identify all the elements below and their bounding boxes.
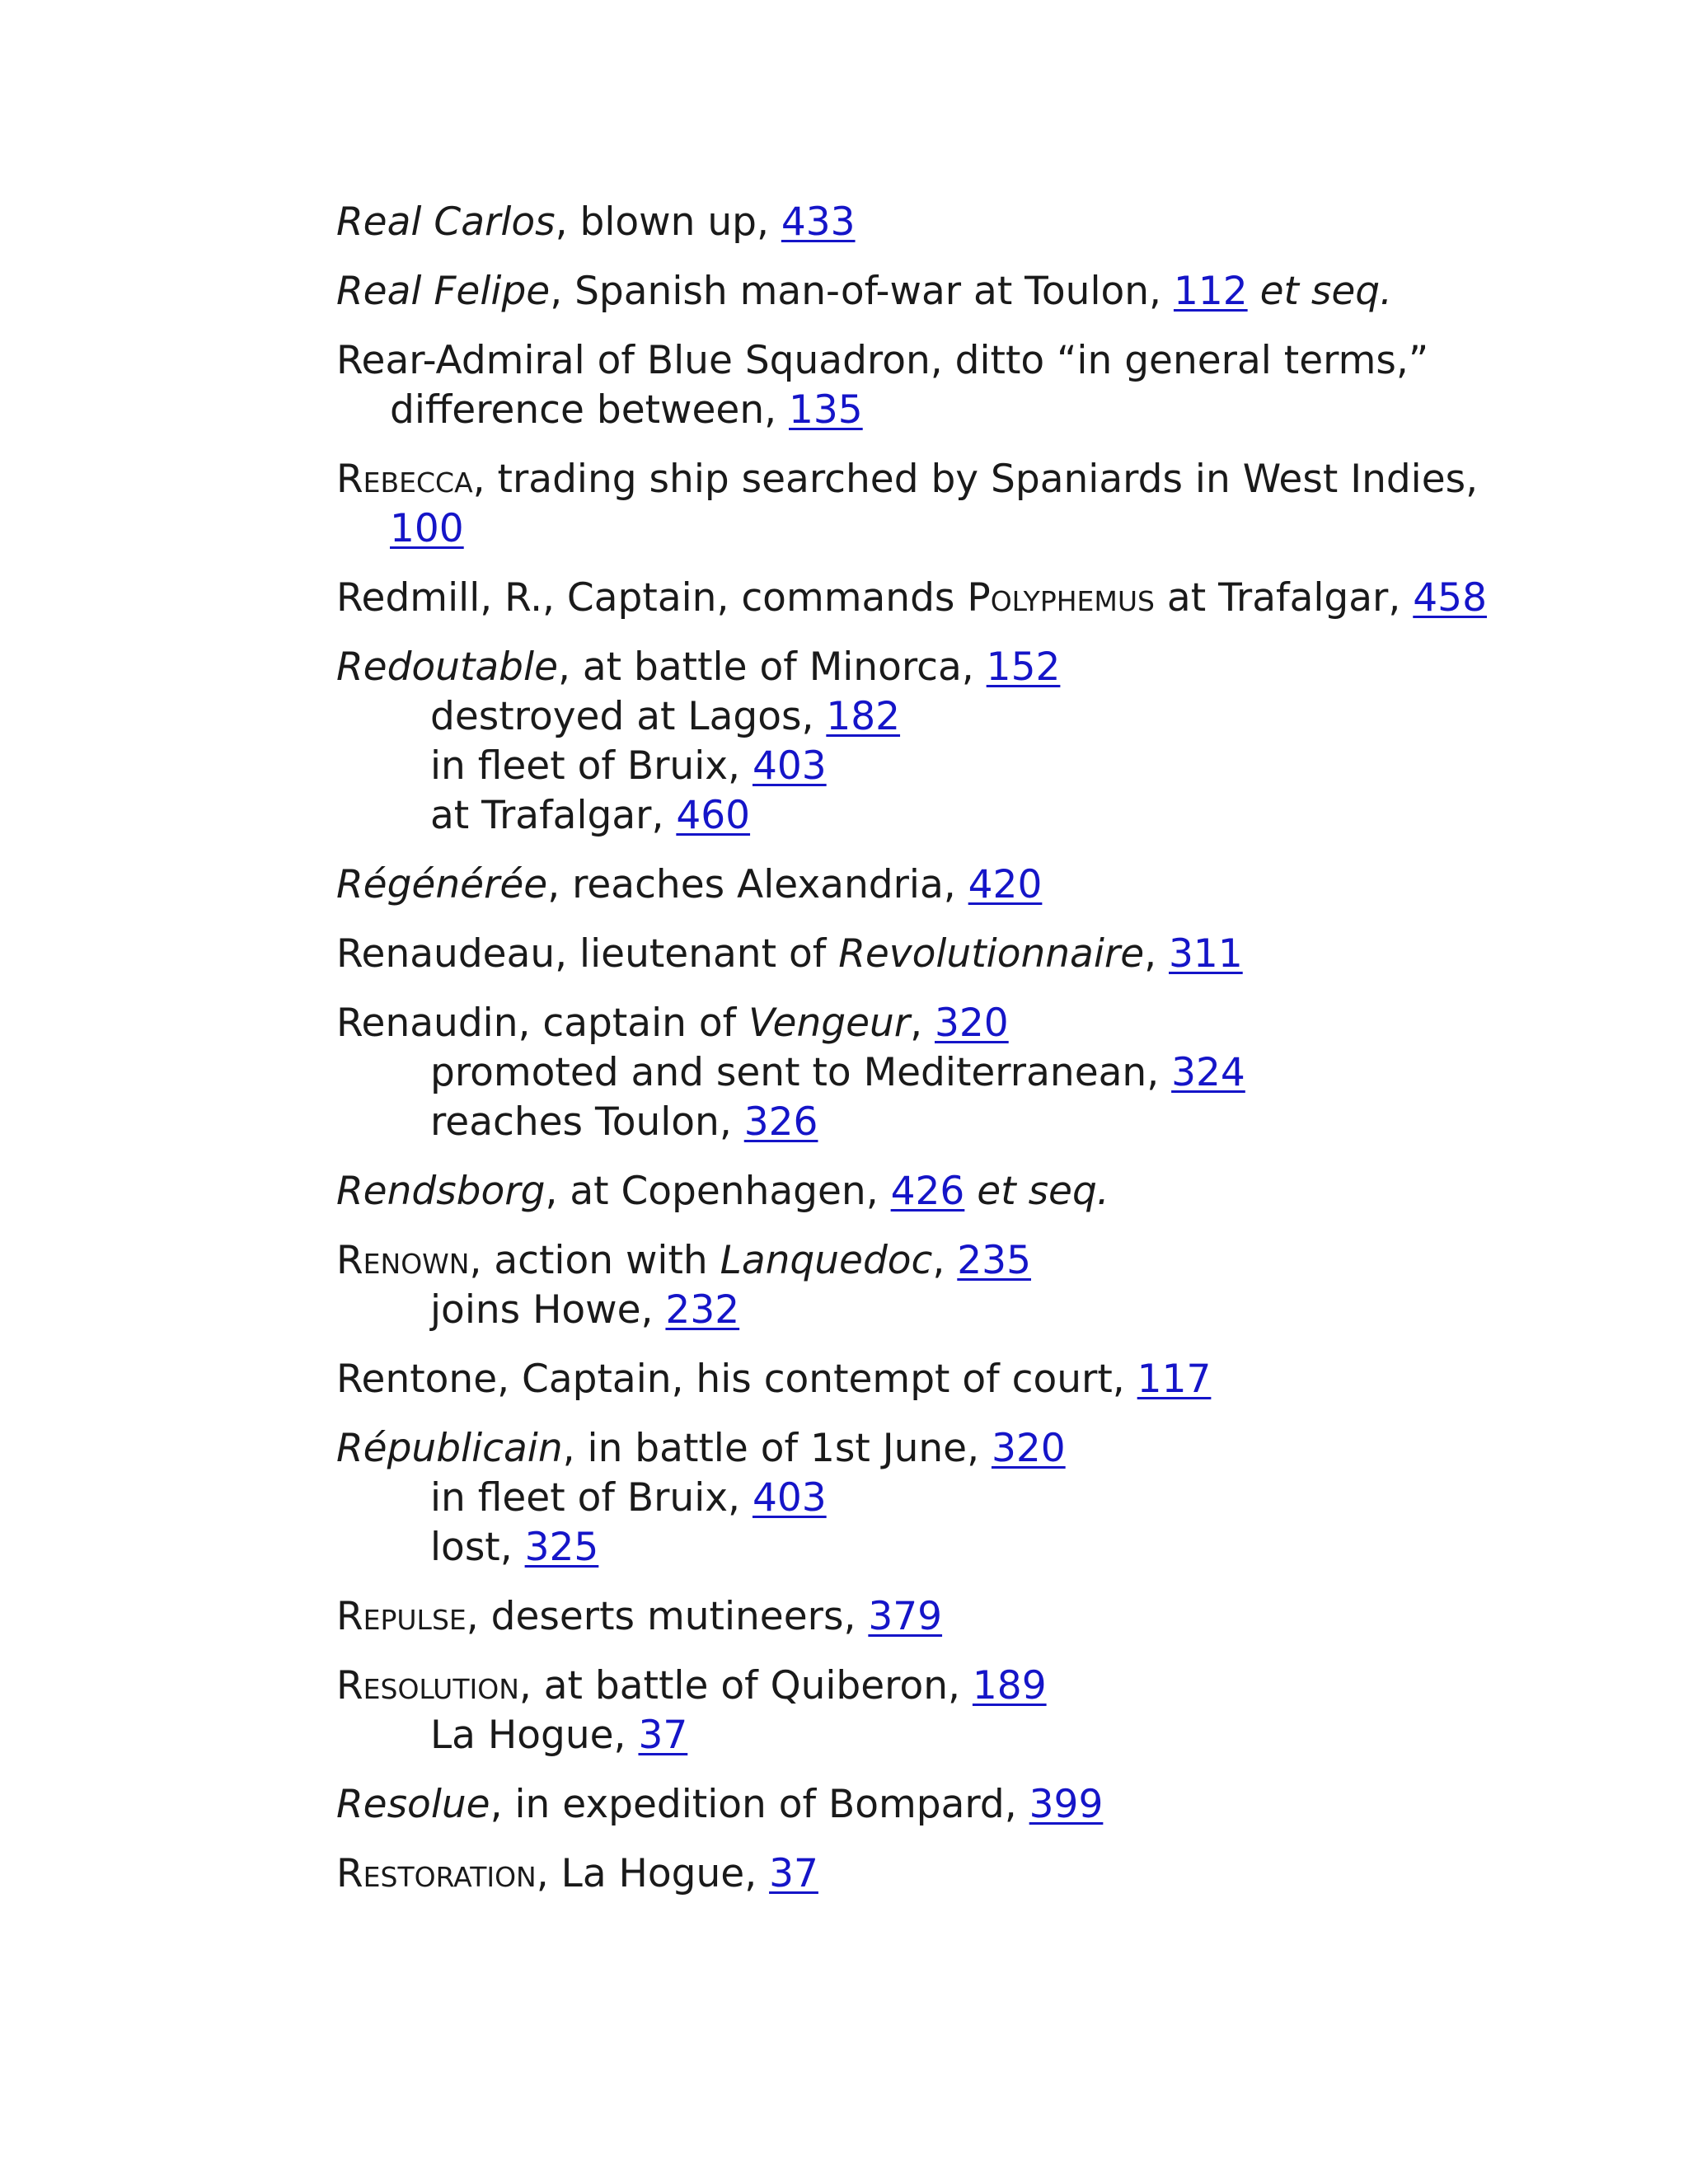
entry-text: Redmill, R., Captain, commands: [336, 575, 968, 621]
entry-text: ,: [1144, 931, 1170, 977]
index-entry-heading: [336, 198, 1490, 247]
index-entry: [336, 1167, 1490, 1216]
index-entry: [336, 1780, 1490, 1830]
index-entry: [336, 198, 1490, 247]
index-entry-heading: [336, 1424, 1490, 1474]
index-entry-heading: [336, 999, 1490, 1048]
italic-text: et seq.: [977, 1169, 1109, 1214]
entry-text: [1248, 269, 1260, 314]
entry-text: ,: [910, 1001, 935, 1046]
italic-text: et seq.: [1259, 269, 1393, 314]
italic-text: Real Carlos: [336, 199, 556, 245]
index-entry-heading: [336, 930, 1490, 979]
page-link[interactable]: 112: [1173, 269, 1248, 314]
page-link[interactable]: 326: [743, 1099, 818, 1145]
entry-text: in fleet of Bruix,: [430, 1475, 753, 1521]
entry-text: , at battle of Minorca,: [558, 644, 987, 690]
entry-text: joins Howe,: [430, 1287, 666, 1333]
ship-name-smallcaps: Repulse: [336, 1594, 467, 1639]
italic-text: Lanquedoc: [720, 1238, 933, 1283]
index-subentry: [336, 1048, 1490, 1098]
page-link[interactable]: 311: [1169, 931, 1243, 977]
page-link[interactable]: 399: [1029, 1782, 1104, 1827]
page-link[interactable]: 320: [935, 1001, 1009, 1046]
index-entry: [336, 574, 1490, 623]
index-subentry: [336, 692, 1490, 742]
entry-text: , at Copenhagen,: [545, 1169, 891, 1214]
index-entry-heading: [336, 1661, 1490, 1711]
index-entry-heading: [336, 336, 1490, 386]
index-entry-heading: [336, 1167, 1490, 1216]
page-link[interactable]: 403: [752, 743, 827, 789]
index-entry: [336, 1661, 1490, 1760]
page-link[interactable]: 426: [890, 1169, 965, 1214]
index-entry-heading: [336, 643, 1490, 692]
page-link[interactable]: 235: [957, 1238, 1031, 1283]
entry-text: La Hogue,: [430, 1713, 639, 1758]
italic-text: Rendsborg: [336, 1169, 546, 1214]
index-entry: [336, 1355, 1490, 1404]
page-link[interactable]: 37: [769, 1851, 818, 1896]
index-entry-heading: [336, 1592, 1490, 1642]
entry-text: , in expedition of Bompard,: [490, 1782, 1029, 1827]
page-link[interactable]: 460: [676, 793, 751, 838]
entry-text: , La Hogue,: [536, 1851, 770, 1896]
index-entry: [336, 930, 1490, 979]
page-link[interactable]: 420: [968, 862, 1043, 907]
index-entry: [336, 999, 1490, 1147]
index-entry: [336, 336, 1490, 435]
page-link[interactable]: 325: [524, 1525, 599, 1570]
entry-text: reaches Toulon,: [430, 1099, 744, 1145]
entry-text: in fleet of Bruix,: [430, 743, 753, 789]
page-link[interactable]: 189: [972, 1663, 1047, 1708]
entry-text: , deserts mutineers,: [466, 1594, 869, 1639]
entry-text: Rear-Admiral of Blue Squadron, ditto “in general terms,”: [336, 338, 1429, 383]
index-entry-heading: [336, 1780, 1490, 1830]
page-link[interactable]: 324: [1171, 1050, 1245, 1095]
entry-text: Rentone, Captain, his contempt of court,: [336, 1357, 1137, 1402]
page-link[interactable]: 458: [1413, 575, 1487, 621]
entry-text: , blown up,: [555, 199, 781, 245]
index-entry-continuation: [336, 504, 1490, 554]
entry-text: , trading ship searched by Spaniards in West Indies,: [472, 457, 1479, 502]
ship-name-smallcaps: Rebecca: [336, 457, 473, 502]
index-entry-heading: [336, 860, 1490, 910]
index-entry: [336, 1236, 1490, 1335]
page-link[interactable]: 100: [390, 506, 464, 551]
entry-text: promoted and sent to Mediterranean,: [430, 1050, 1172, 1095]
index-entry-continuation: [336, 386, 1490, 435]
index-entry: [336, 1849, 1490, 1899]
ship-name-smallcaps: Polyphemus: [967, 575, 1155, 621]
index-entry: [336, 643, 1490, 841]
entry-text: difference between,: [390, 387, 789, 433]
italic-text: Républicain: [336, 1426, 563, 1471]
index-subentry: [336, 1474, 1490, 1523]
entry-text: lost,: [430, 1525, 525, 1570]
index-entry: [336, 1592, 1490, 1642]
page-link[interactable]: 379: [868, 1594, 943, 1639]
index-entry-heading: [336, 267, 1490, 316]
index-entry-heading: [336, 1355, 1490, 1404]
index-entry-heading: [336, 574, 1490, 623]
entry-text: ,: [932, 1238, 958, 1283]
index-list: [336, 198, 1490, 1919]
page-link[interactable]: 182: [826, 694, 901, 739]
entry-text: [964, 1169, 977, 1214]
index-subentry: [336, 742, 1490, 791]
page-link[interactable]: 403: [752, 1475, 827, 1521]
entry-text: at Trafalgar,: [430, 793, 677, 838]
ship-name-smallcaps: Renown: [336, 1238, 470, 1283]
index-subentry: [336, 1286, 1490, 1335]
page-link[interactable]: 152: [986, 644, 1061, 690]
entry-text: at Trafalgar,: [1154, 575, 1414, 621]
italic-text: Redoutable: [336, 644, 558, 690]
page-link[interactable]: 37: [638, 1713, 688, 1758]
page-link[interactable]: 232: [665, 1287, 740, 1333]
index-subentry: [336, 1523, 1490, 1572]
page-link[interactable]: 117: [1137, 1357, 1212, 1402]
index-entry: [336, 860, 1490, 910]
entry-text: , in battle of 1st June,: [562, 1426, 992, 1471]
entry-text: destroyed at Lagos,: [430, 694, 827, 739]
page-link[interactable]: 320: [991, 1426, 1066, 1471]
index-entry-heading: [336, 455, 1490, 504]
page-link[interactable]: 433: [781, 199, 856, 245]
index-entry-heading: [336, 1236, 1490, 1286]
ship-name-smallcaps: Resolution: [336, 1663, 519, 1708]
index-entry-heading: [336, 1849, 1490, 1899]
entry-text: , reaches Alexandria,: [547, 862, 968, 907]
page-link[interactable]: 135: [789, 387, 863, 433]
entry-text: , at battle of Quiberon,: [518, 1663, 973, 1708]
index-entry: [336, 455, 1490, 554]
italic-text: Régénérée: [336, 862, 548, 907]
italic-text: Vengeur: [748, 1001, 911, 1046]
entry-text: Renaudeau, lieutenant of: [336, 931, 839, 977]
index-subentry: [336, 791, 1490, 841]
index-entry: [336, 267, 1490, 316]
italic-text: Real Felipe: [336, 269, 551, 314]
entry-text: Renaudin, captain of: [336, 1001, 749, 1046]
italic-text: Resolue: [336, 1782, 490, 1827]
entry-text: , action with: [469, 1238, 720, 1283]
entry-text: , Spanish man-of-war at Toulon,: [550, 269, 1174, 314]
index-subentry: [336, 1711, 1490, 1760]
index-subentry: [336, 1098, 1490, 1147]
index-entry: [336, 1424, 1490, 1572]
ship-name-smallcaps: Restoration: [336, 1851, 537, 1896]
italic-text: Revolutionnaire: [838, 931, 1145, 977]
